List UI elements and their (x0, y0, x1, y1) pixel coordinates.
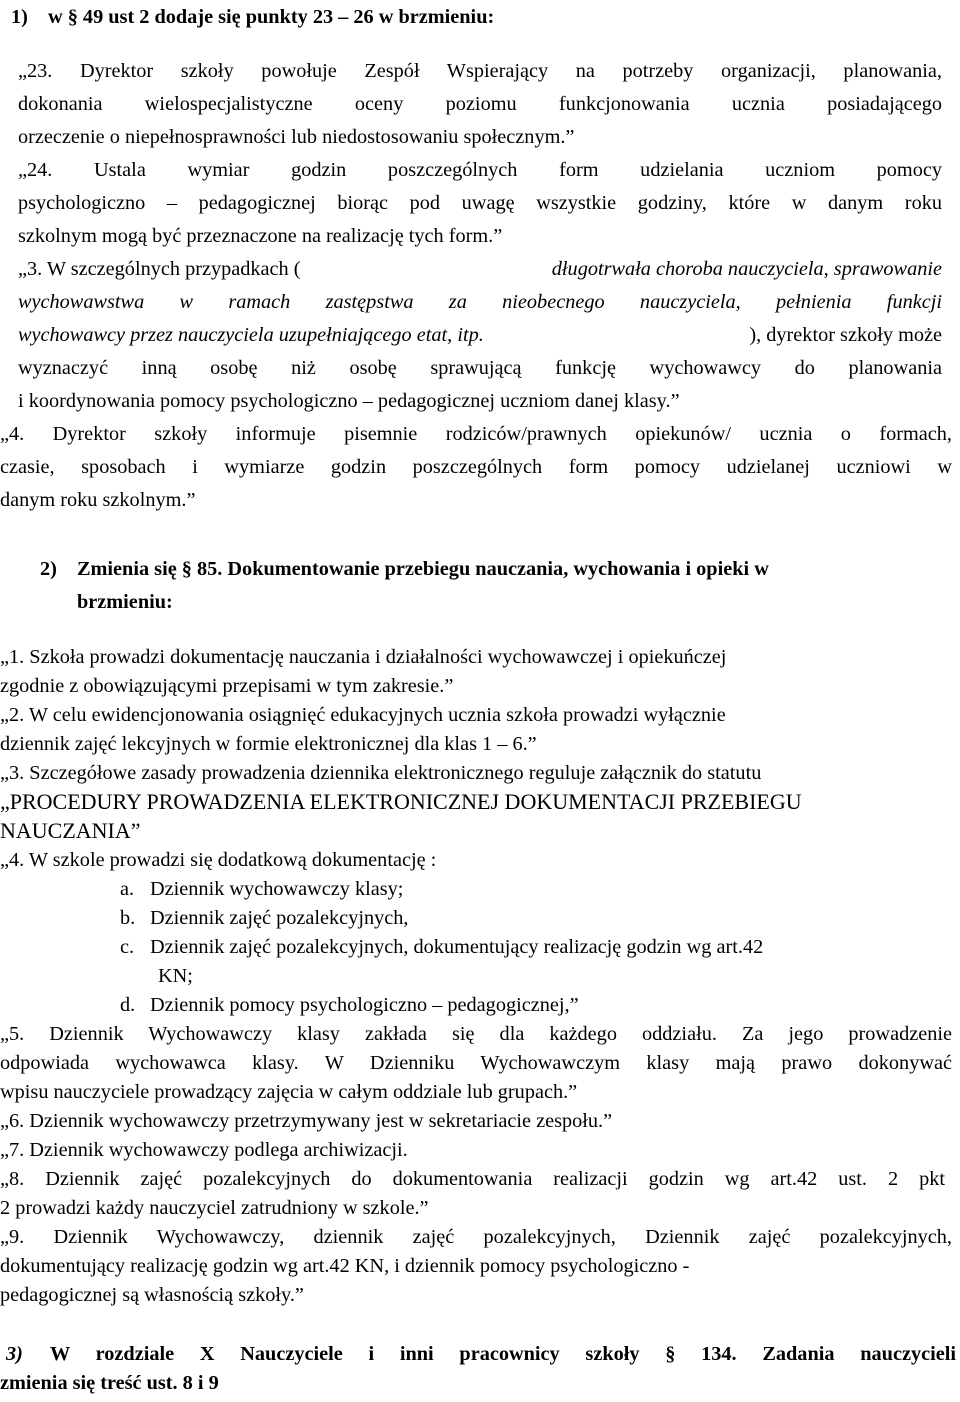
para-24-line-2: psychologiczno – pedagogicznej biorąc pod uwagę wszystkie godziny, które w danym roku (18, 192, 942, 214)
para-3-line-5: i koordynowania pomocy psychologiczno – pedagogicznej uczniom danej klasy.” (18, 390, 680, 412)
heading-3-line-1: W rozdziale X Nauczyciele i inni pracownicy szkoły § 134. Zadania nauczycieli (50, 1343, 956, 1365)
s85-para-2-line-1: „2. W celu ewidencjonowania osiągnięć edukacyjnych ucznia szkoła prowadzi wyłącznie (0, 704, 726, 726)
para-4-line-1: „4. Dyrektor szkoły informuje pisemnie rodziców/prawnych opiekunów/ ucznia o formach, (0, 423, 952, 445)
para-24-line-3: szkolnym mogą być przeznaczone na realizację tych form.” (18, 225, 503, 247)
s85-para-2-line-2: dziennik zajęć lekcyjnych w formie elektronicznej dla klas 1 – 6.” (0, 733, 537, 755)
para-3-line-3-italic: wychowawcy przez nauczyciela uzupełniającego etat, itp. (18, 324, 484, 346)
para-23-line-3: orzeczenie o niepełnosprawności lub niedostosowaniu społecznym.” (18, 126, 575, 148)
s85-para-3-line-2: „PROCEDURY PROWADZENIA ELEKTRONICZNEJ DOKUMENTACJI PRZEBIEGU (0, 789, 802, 814)
list-item-a-letter: a. (120, 878, 135, 900)
s85-para-3-line-3: NAUCZANIA” (0, 818, 141, 843)
s85-para-5-line-1: „5. Dziennik Wychowawczy klasy zakłada się dla każdego oddziału. Za jego prowadzenie (0, 1023, 952, 1045)
para-4-line-3: danym roku szkolnym.” (0, 489, 196, 511)
para-3-line-1-italic: długotrwała choroba nauczyciela, sprawowanie (551, 258, 942, 280)
para-24-line-1: „24. Ustala wymiar godzin poszczególnych form udzielania uczniom pomocy (18, 159, 942, 181)
s85-para-8-line-1: „8. Dziennik zajęć pozalekcyjnych do dokumentowania realizacji godzin wg art.42 ust. 2 pkt (0, 1168, 945, 1190)
list-item-b-text: Dziennik zajęć pozalekcyjnych, (150, 907, 409, 929)
s85-para-1-line-1: „1. Szkoła prowadzi dokumentację nauczania i działalności wychowawczej i opiekuńczej (0, 646, 727, 668)
list-item-b-letter: b. (120, 907, 136, 929)
s85-para-5-line-2: odpowiada wychowawca klasy. W Dzienniku Wychowawczym klasy mają prawo dokonywać (0, 1052, 952, 1074)
list-item-d-letter: d. (120, 994, 136, 1016)
s85-para-6: „6. Dziennik wychowawczy przetrzymywany jest w sekretariacie zespołu.” (0, 1110, 613, 1132)
para-23-line-1: „23. Dyrektor szkoły powołuje Zespół Wspierający na potrzeby organizacji, planowania, (18, 60, 942, 82)
list-item-d-text: Dziennik pomocy psychologiczno – pedagogicznej,” (150, 994, 579, 1016)
list-item-a-text: Dziennik wychowawczy klasy; (150, 878, 404, 900)
s85-para-9-line-3: pedagogicznej są własnością szkoły.” (0, 1284, 304, 1306)
s85-para-4: „4. W szkole prowadzi się dodatkową dokumentację : (0, 849, 437, 871)
heading-2-line-1: Zmienia się § 85. Dokumentowanie przebiegu nauczania, wychowania i opieki w (77, 558, 769, 580)
s85-para-9-line-2: dokumentujący realizację godzin wg art.42 KN, i dziennik pomocy psychologiczno - (0, 1255, 690, 1277)
s85-para-9-line-1: „9. Dziennik Wychowawczy, dziennik zajęć pozalekcyjnych, Dziennik zajęć pozalekcyjnych, (0, 1226, 952, 1248)
para-3-line-2: wychowawstwa w ramach zastępstwa za nieobecnego nauczyciela, pełnienia funkcji (18, 291, 942, 313)
para-3-line-3 (18, 319, 942, 351)
para-4-line-2: czasie, sposobach i wymiarze godzin poszczególnych form pomocy udzielanej uczniowi w (0, 456, 952, 478)
list-item-c-continuation: KN; (158, 965, 193, 987)
para-3-line-3-plain: ), dyrektor szkoły może (749, 324, 942, 346)
para-3-line-1 (18, 253, 942, 285)
para-3-line-1-plain: „3. W szczególnych przypadkach ( (18, 258, 301, 280)
heading-1-number: 1) (11, 6, 28, 28)
s85-para-7: „7. Dziennik wychowawczy podlega archiwizacji. (0, 1139, 408, 1161)
heading-3-line-2: zmienia się treść ust. 8 i 9 (0, 1372, 219, 1394)
s85-para-3-line-1: „3. Szczegółowe zasady prowadzenia dziennika elektronicznego reguluje załącznik do statutu (0, 762, 762, 784)
para-23-line-2: dokonania wielospecjalistyczne oceny poziomu funkcjonowania ucznia posiadającego (18, 93, 942, 115)
para-3-line-4: wyznaczyć inną osobę niż osobę sprawującą funkcję wychowawcy do planowania (18, 357, 942, 379)
heading-3-number: 3) (6, 1343, 23, 1365)
s85-para-1-line-2: zgodnie z obowiązującymi przepisami w tym zakresie.” (0, 675, 454, 697)
heading-1-text: w § 49 ust 2 dodaje się punkty 23 – 26 w brzmieniu: (48, 6, 495, 28)
s85-para-5-line-3: wpisu nauczyciele prowadzący zajęcia w całym oddziale lub grupach.” (0, 1081, 578, 1103)
heading-2-number: 2) (40, 558, 57, 580)
list-item-c-letter: c. (120, 936, 135, 958)
heading-2-line-2: brzmieniu: (77, 591, 173, 613)
list-item-c-text: Dziennik zajęć pozalekcyjnych, dokumentujący realizację godzin wg art.42 (150, 936, 764, 958)
s85-para-8-line-2: 2 prowadzi każdy nauczyciel zatrudniony w szkole.” (0, 1197, 429, 1219)
